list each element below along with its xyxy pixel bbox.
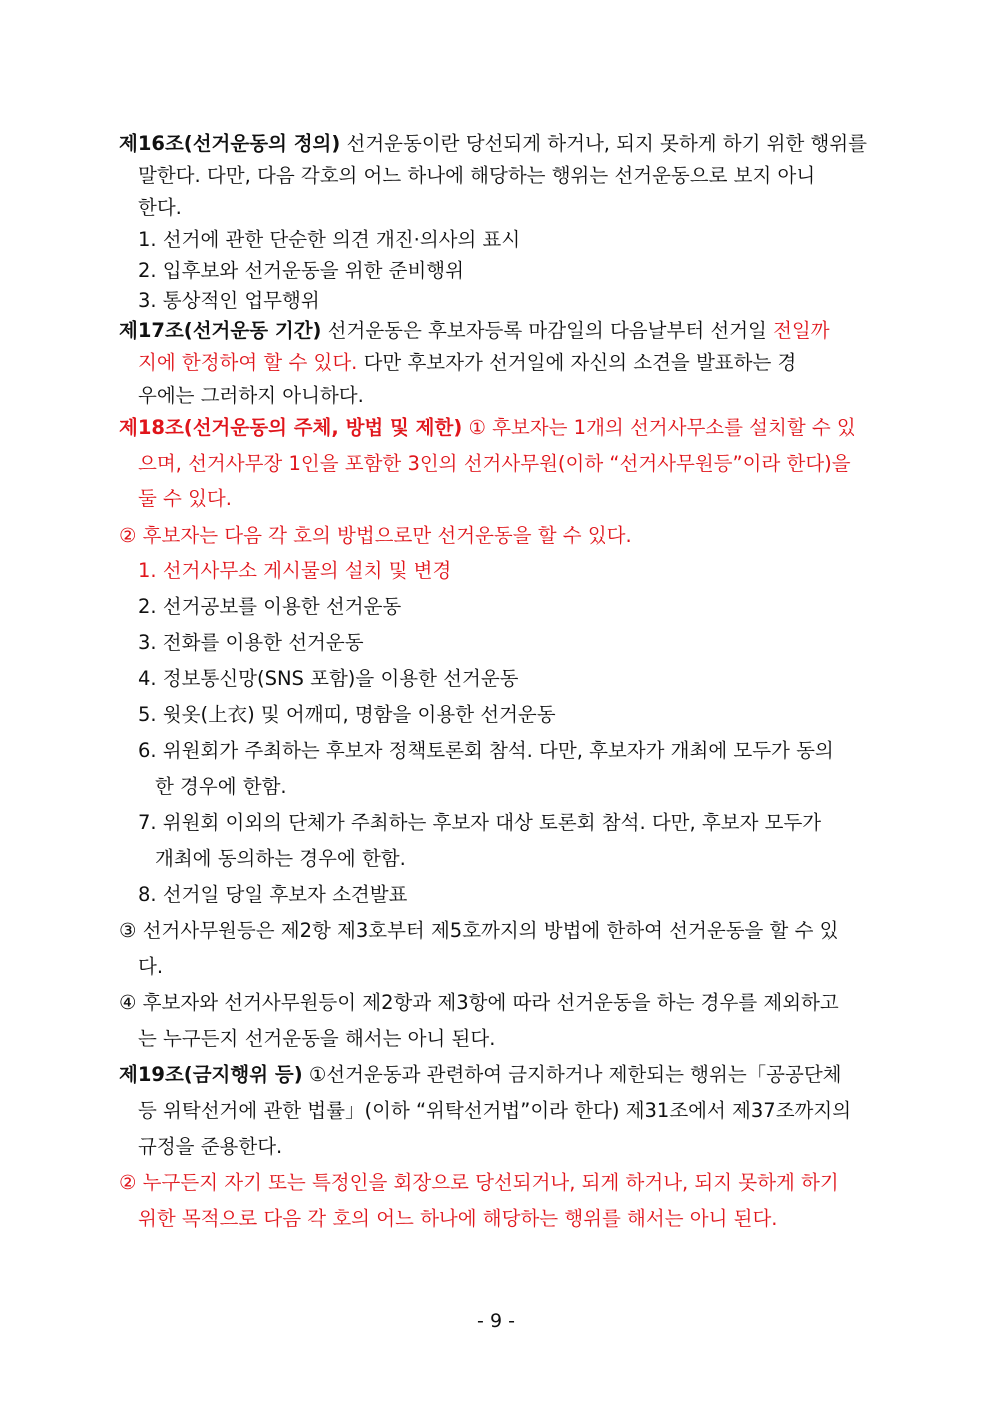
article-16-item-2: 2. 입후보와 선거운동을 위한 준비행위	[138, 259, 464, 282]
article-19-heading: 제19조(금지행위 등)	[119, 1063, 303, 1086]
article-19-line-1	[119, 1062, 842, 1088]
article-17-text-2: 다만 후보자가 선거일에 자신의 소견을 발표하는 경	[363, 351, 797, 374]
article-16-text: 선거운동이란 당선되게 하거나, 되지 못하게 하기 위한 행위를	[346, 132, 868, 155]
article-18-para-1: ① 후보자는 1개의 선거사무소를 설치할 수 있	[468, 416, 856, 439]
article-16-heading: 제16조(선거운동의 정의)	[119, 132, 341, 155]
article-18-heading: 제18조(선거운동의 주체, 방법 및 제한)	[119, 416, 463, 439]
article-19-para-2-cont: 위한 목적으로 다음 각 호의 어느 하나에 해당하는 행위를 해서는 아니 된다.	[138, 1207, 778, 1230]
article-17-highlight-2: 지에 한정하여 할 수 있다.	[138, 351, 358, 374]
article-18-item-8: 8. 선거일 당일 후보자 소견발표	[138, 883, 408, 906]
article-18-para-1-line-2: 으며, 선거사무장 1인을 포함한 3인의 선거사무원(이하 “선거사무원등”이라 한다)을	[138, 452, 851, 475]
article-19-para-1-line-2: 등 위탁선거에 관한 법률」(이하 “위탁선거법”이라 한다) 제31조에서 제37조까지의	[138, 1099, 852, 1122]
article-17-highlight: 전일까	[773, 319, 830, 342]
page-number: - 9 -	[477, 1310, 515, 1332]
article-16-item-3: 3. 통상적인 업무행위	[138, 289, 320, 312]
article-18-item-1: 1. 선거사무소 게시물의 설치 및 변경	[138, 559, 452, 582]
article-18-item-7-cont: 개최에 동의하는 경우에 한함.	[155, 847, 406, 870]
article-18-item-5: 5. 윗옷(上衣) 및 어깨띠, 명함을 이용한 선거운동	[138, 703, 556, 726]
article-16-line-3: 한다.	[138, 196, 182, 219]
article-18-para-3: ③ 선거사무원등은 제2항 제3호부터 제5호까지의 방법에 한하여 선거운동을 할 수 있	[119, 919, 839, 942]
article-17-line-3: 우에는 그러하지 아니하다.	[138, 384, 364, 407]
article-17-line-2	[138, 350, 796, 376]
article-18-item-7: 7. 위원회 이외의 단체가 주최하는 후보자 대상 토론회 참석. 다만, 후보자 모두가	[138, 811, 822, 834]
article-19-para-1: ①선거운동과 관련하여 금지하거나 제한되는 행위는「공공단체	[308, 1063, 842, 1086]
article-18-item-6-cont: 한 경우에 한함.	[155, 775, 287, 798]
article-17-heading: 제17조(선거운동 기간)	[119, 319, 322, 342]
article-19-para-1-line-3: 규정을 준용한다.	[138, 1135, 283, 1158]
article-18-item-4: 4. 정보통신망(SNS 포함)을 이용한 선거운동	[138, 667, 519, 690]
article-16-item-1: 1. 선거에 관한 단순한 의견 개진·의사의 표시	[138, 228, 521, 251]
article-18-line-1	[119, 415, 856, 441]
article-18-para-4: ④ 후보자와 선거사무원등이 제2항과 제3항에 따라 선거운동을 하는 경우를 제외하고	[119, 991, 839, 1014]
article-18-para-3-cont: 다.	[138, 955, 164, 978]
article-16-line-2: 말한다. 다만, 다음 각호의 어느 하나에 해당하는 행위는 선거운동으로 보지 아니	[138, 164, 816, 187]
article-17-text: 선거운동은 후보자등록 마감일의 다음날부터 선거일	[327, 319, 767, 342]
article-18-item-6: 6. 위원회가 주최하는 후보자 정책토론회 참석. 다만, 후보자가 개최에 모두가 동의	[138, 739, 834, 762]
article-19-para-2: ② 누구든지 자기 또는 특정인을 회장으로 당선되거나, 되게 하거나, 되지 못하게 하기	[119, 1171, 839, 1194]
article-18-item-2: 2. 선거공보를 이용한 선거운동	[138, 595, 402, 618]
article-18-para-1-line-3: 둘 수 있다.	[138, 487, 232, 510]
article-17-line-1	[119, 318, 830, 344]
article-18-para-2: ② 후보자는 다음 각 호의 방법으로만 선거운동을 할 수 있다.	[119, 524, 632, 547]
article-18-para-4-cont: 는 누구든지 선거운동을 해서는 아니 된다.	[138, 1027, 496, 1050]
article-16-line-1	[119, 131, 873, 157]
article-18-item-3: 3. 전화를 이용한 선거운동	[138, 631, 364, 654]
